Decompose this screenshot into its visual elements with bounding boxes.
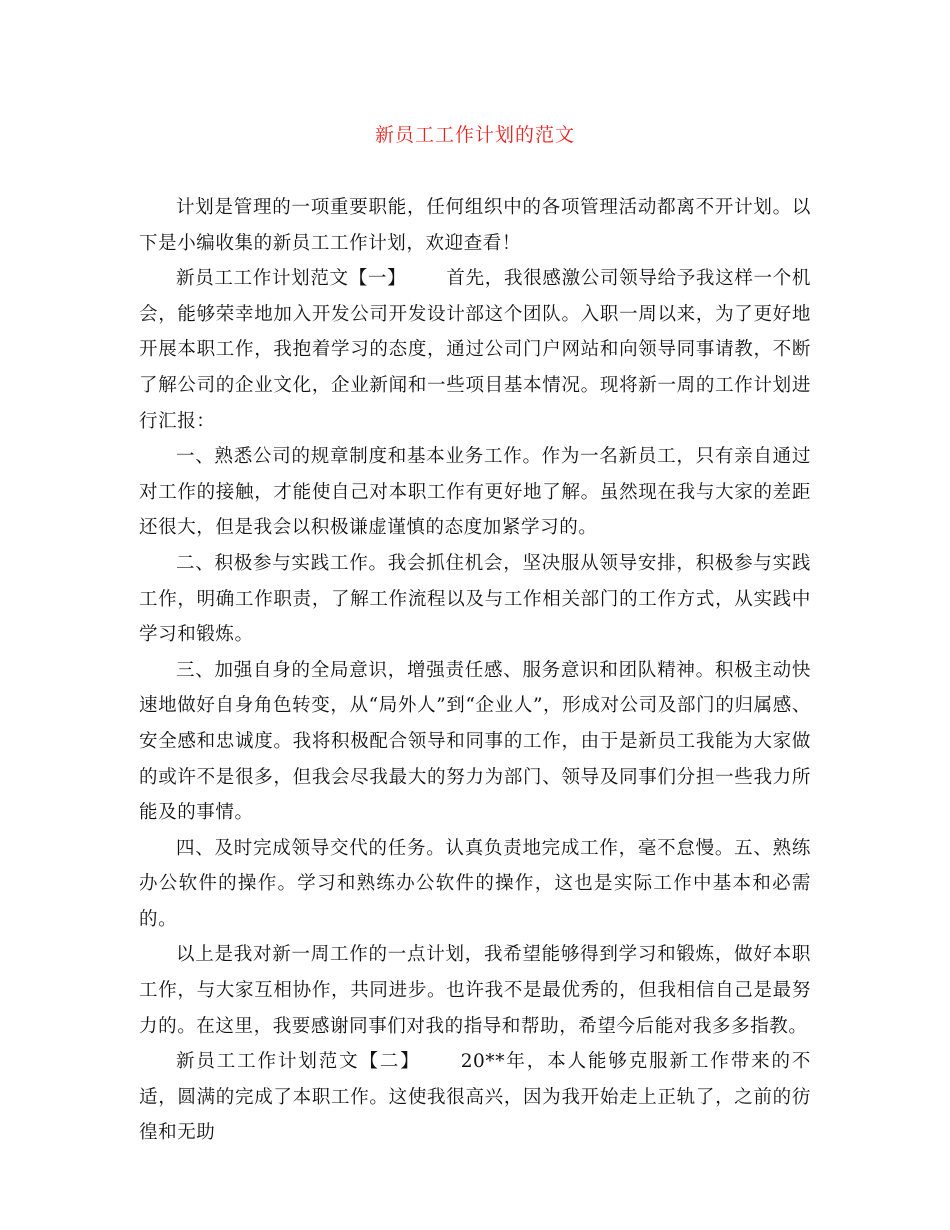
paragraph-text: 三、加强自身的全局意识，增强责任感、服务意识和团队精神。积极主动快速地做好自身角色转变，从“局外人”到“企业人”，形成对公司及部门的归属感、安全感和忠诚度。我将积极配合领导和同事的工作，由于是新员工我能为大家做的或许不是很多，但我会尽我最大的努力为部门、领导及同事们分担一些我力所能及的事情。 bbox=[139, 659, 811, 824]
paragraph-sample-two bbox=[139, 1044, 811, 1151]
paragraph-text: 四、及时完成领导交代的任务。认真负责地完成工作，毫不怠慢。五、熟练办公软件的操作。学习和熟练办公软件的操作，这也是实际工作中基本和必需的。 bbox=[139, 837, 811, 930]
paragraph-text: 20**年，本人能够克服新工作带来的不适，圆满的完成了本职工作。这使我很高兴，因为我开始走上正轨了，之前的彷徨和无助 bbox=[139, 1051, 811, 1144]
paragraph-summary bbox=[139, 937, 811, 1044]
document-title: 新员工工作计划的范文 bbox=[374, 124, 575, 146]
paragraph-text: 一、熟悉公司的规章制度和基本业务工作。作为一名新员工，只有亲自通过对工作的接触，才能使自己对本职工作有更好地了解。虽然现在我与大家的差距还很大，但是我会以积极谦虚谨慎的态度加紧学习的。 bbox=[139, 446, 811, 539]
paragraph-sample-one bbox=[139, 261, 811, 439]
section-heading-two: 新员工工作计划范文【二】 bbox=[176, 1051, 421, 1073]
document-body bbox=[139, 190, 811, 1151]
paragraph-item-one bbox=[139, 439, 811, 546]
paragraph-item-three bbox=[139, 653, 811, 831]
paragraph-intro bbox=[139, 190, 811, 261]
paragraph-item-two bbox=[139, 546, 811, 653]
section-heading-one: 新员工工作计划范文【一】 bbox=[176, 268, 407, 290]
paragraph-text: 二、积极参与实践工作。我会抓住机会，坚决服从领导安排，积极参与实践工作，明确工作职责，了解工作流程以及与工作相关部门的工作方式，从实践中学习和锻炼。 bbox=[139, 552, 811, 646]
paragraph-text: 以上是我对新一周工作的一点计划，我希望能够得到学习和锻炼，做好本职工作，与大家互相协作，共同进步。也许我不是最优秀的，但我相信自己是最努力的。在这里，我要感谢同事们对我的指导和帮助，希望今后能对我多多指教。 bbox=[139, 944, 811, 1037]
paragraph-text: 计划是管理的一项重要职能，任何组织中的各项管理活动都离不开计划。以下是小编收集的新员工工作计划，欢迎查看！ bbox=[139, 197, 811, 254]
paragraph-item-four bbox=[139, 831, 811, 938]
paragraph-text: 首先，我很感激公司领导给予我这样一个机会，能够荣幸地加入开发公司开发设计部这个团队。入职一周以来，为了更好地开展本职工作，我抱着学习的态度，通过公司门户网站和向领导同事请教，不断了解公司的企业文化，企业新闻和一些项目基本情况。现将新一周的工作计划进行汇报： bbox=[139, 268, 812, 432]
